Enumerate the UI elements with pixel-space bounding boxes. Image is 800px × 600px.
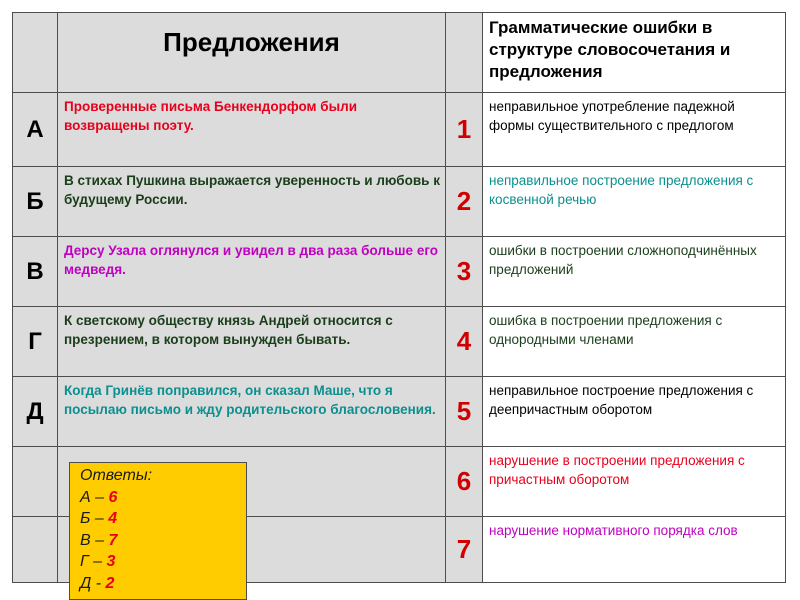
error-description: неправильное употребление падежной формы существительного с предлогом	[489, 99, 735, 133]
answer-line	[80, 530, 246, 552]
error-description: ошибки в построении сложноподчинённых предложений	[489, 243, 757, 277]
table-row	[13, 377, 786, 447]
number-cell	[446, 237, 483, 307]
table-row	[13, 93, 786, 167]
sentence-text: В стихах Пушкина выражается уверенность и любовь к будущему России.	[64, 173, 440, 207]
number-cell	[446, 93, 483, 167]
answer-number: 6	[108, 488, 118, 506]
sentence-text	[58, 447, 445, 451]
error-cell	[483, 517, 786, 583]
error-cell	[483, 237, 786, 307]
answer-number: 3	[106, 553, 116, 570]
table-row	[13, 307, 786, 377]
sentence-cell	[58, 377, 446, 447]
error-number: 6	[456, 466, 472, 496]
error-number: 2	[456, 186, 472, 216]
sentence-letter: В	[26, 257, 44, 285]
answer-line	[80, 508, 246, 530]
sentence-cell	[58, 307, 446, 377]
header-errors-cell	[483, 13, 786, 93]
sentence-text: Когда Гринёв поправился, он сказал Маше, что я посылаю письмо и жду родительского благословения.	[64, 383, 436, 417]
error-description: нарушение нормативного порядка слов	[489, 523, 738, 538]
number-cell	[446, 517, 483, 583]
answer-number: 2	[105, 574, 115, 592]
sentence-text: К светскому обществу князь Андрей относится с презрением, в котором вынужден бывать.	[64, 313, 393, 347]
sentence-letter: Б	[26, 187, 44, 215]
sentence-letter: Д	[26, 397, 44, 425]
error-cell	[483, 447, 786, 517]
letter-cell	[13, 447, 58, 517]
answer-separator: –	[90, 488, 109, 506]
error-number: 3	[456, 256, 472, 286]
answer-letter: Б	[80, 510, 91, 527]
error-number: 4	[456, 326, 472, 356]
sentence-cell	[58, 237, 446, 307]
error-number: 5	[456, 396, 472, 426]
error-description: нарушение в построении предложения с причастным оборотом	[489, 453, 745, 487]
table-row	[13, 237, 786, 307]
error-description: ошибка в построении предложения с однородными членами	[489, 313, 723, 347]
number-cell	[446, 447, 483, 517]
letter-cell	[13, 377, 58, 447]
sentence-cell	[58, 167, 446, 237]
error-description: неправильное построение предложения с косвенной речью	[489, 173, 754, 207]
answer-separator: –	[90, 531, 109, 549]
error-number: 7	[456, 534, 472, 564]
answer-separator: -	[91, 574, 106, 592]
answers-box	[69, 462, 247, 600]
header-row	[13, 13, 786, 93]
error-description: неправильное построение предложения с деепричастным оборотом	[489, 383, 754, 417]
errors-column-title: Грамматические ошибки в структуре словосочетания и предложения	[489, 18, 731, 81]
error-cell	[483, 167, 786, 237]
answer-letter: В	[80, 531, 91, 549]
number-cell	[446, 307, 483, 377]
number-cell	[446, 167, 483, 237]
letter-cell	[13, 307, 58, 377]
answer-letter: Г	[80, 553, 89, 570]
table-row	[13, 167, 786, 237]
sentence-letter: Г	[28, 327, 42, 355]
letter-cell	[13, 237, 58, 307]
answers-list	[80, 487, 246, 595]
answers-title: Ответы:	[80, 467, 153, 484]
sentence-text: Дерсу Узала оглянулся и увидел в два раза больше его медведя.	[64, 243, 439, 277]
answer-number: 7	[108, 531, 118, 549]
letter-cell	[13, 167, 58, 237]
error-cell	[483, 307, 786, 377]
answer-line	[80, 487, 246, 509]
header-empty-cell	[13, 13, 58, 93]
error-cell	[483, 93, 786, 167]
answer-separator: –	[90, 510, 109, 527]
header-sentences-cell	[58, 13, 446, 93]
sentence-cell	[58, 93, 446, 167]
header-number-cell	[446, 13, 483, 93]
error-number: 1	[456, 114, 472, 144]
answer-line	[80, 551, 246, 573]
letter-cell	[13, 93, 58, 167]
answer-separator: –	[88, 553, 107, 570]
answer-letter: Д	[80, 574, 92, 592]
number-cell	[446, 377, 483, 447]
sentences-column-title: Предложения	[163, 27, 340, 57]
answer-line	[80, 573, 246, 595]
letter-cell	[13, 517, 58, 583]
answer-letter: А	[80, 488, 91, 506]
sentence-text: Проверенные письма Бенкендорфом были возвращены поэту.	[64, 99, 358, 133]
answer-number: 4	[108, 510, 118, 527]
error-cell	[483, 377, 786, 447]
sentence-letter: А	[26, 115, 44, 143]
